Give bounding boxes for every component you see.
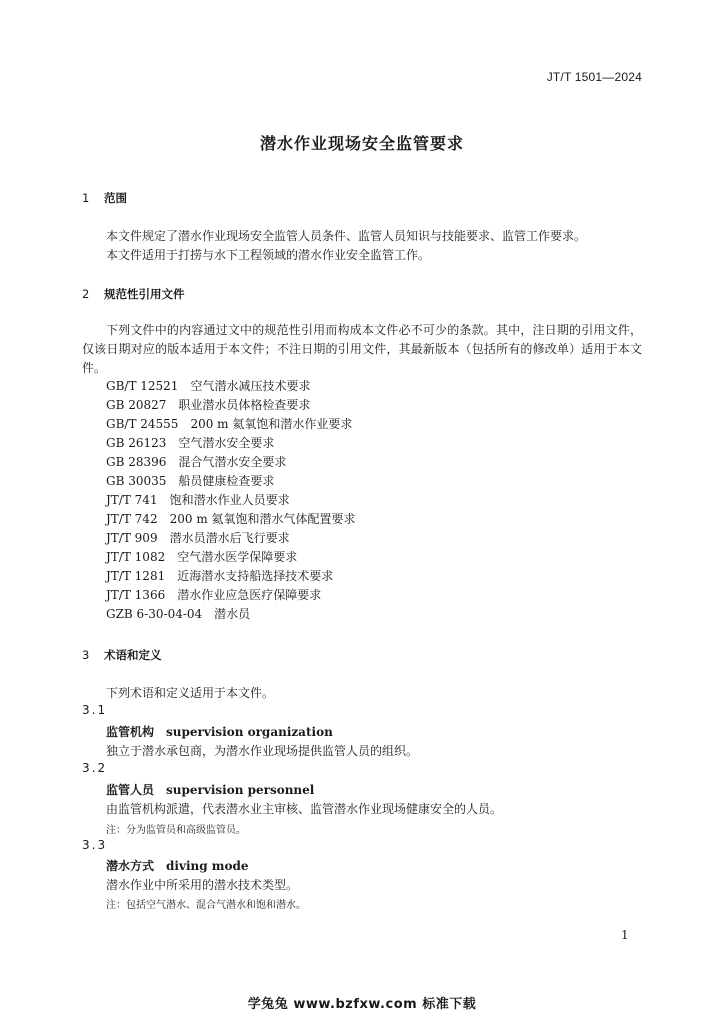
reference-title: 潜水员潜水后飞行要求 bbox=[169, 531, 290, 545]
reference-code: GZB 6-30-04-04 bbox=[106, 607, 203, 621]
reference-title: 空气潜水安全要求 bbox=[178, 436, 275, 450]
term-en: diving mode bbox=[166, 859, 249, 873]
reference-item bbox=[106, 396, 310, 413]
reference-code: JT/T 909 bbox=[106, 531, 158, 545]
scope-paragraph-1: 本文件规定了潜水作业现场安全监管人员条件、监管人员知识与技能要求、监管工作要求。 bbox=[106, 229, 587, 243]
reference-item bbox=[106, 586, 321, 603]
term-number: 3.3 bbox=[82, 838, 108, 852]
section-number: 1 bbox=[82, 191, 90, 205]
section-1-heading bbox=[82, 190, 127, 206]
reference-item bbox=[106, 548, 297, 565]
section-3-heading bbox=[82, 647, 162, 663]
reference-title: 200 m 氦氧饱和潜水作业要求 bbox=[190, 417, 353, 431]
reference-item bbox=[106, 472, 274, 489]
reference-title: 200 m 氦氧饱和潜水气体配置要求 bbox=[169, 512, 356, 526]
references-intro: 下列文件中的内容通过文中的规范性引用而构成本文件必不可少的条款。其中，注日期的引用文件，仅该日期对应的版本适用于本文件；不注日期的引用文件，其最新版本（包括所有的修改单）适用于本文件。 bbox=[82, 323, 642, 375]
term-number: 3.1 bbox=[82, 703, 108, 717]
reference-item bbox=[106, 529, 290, 546]
reference-title: 空气潜水医学保障要求 bbox=[177, 550, 298, 564]
scope-paragraph-2: 本文件适用于打捞与水下工程领域的潜水作业安全监管工作。 bbox=[106, 248, 431, 262]
term-en: supervision organization bbox=[166, 725, 333, 739]
term-heading bbox=[106, 781, 314, 798]
reference-title: 潜水作业应急医疗保障要求 bbox=[177, 588, 322, 602]
reference-item bbox=[106, 434, 274, 451]
reference-code: GB 20827 bbox=[106, 398, 167, 412]
reference-title: 混合气潜水安全要求 bbox=[178, 455, 287, 469]
reference-code: GB 26123 bbox=[106, 436, 167, 450]
document-title: 潜水作业现场安全监管要求 bbox=[259, 134, 464, 153]
section-title: 术语和定义 bbox=[104, 648, 162, 662]
term-definition: 独立于潜水承包商，为潜水作业现场提供监管人员的组织。 bbox=[106, 744, 419, 758]
term-definition: 由监管机构派遣，代表潜水业主审核、监管潜水作业现场健康安全的人员。 bbox=[106, 802, 503, 816]
term-cn: 监管机构 bbox=[106, 725, 155, 739]
section-number: 2 bbox=[82, 287, 90, 301]
term-note: 注：包括空气潜水、混合气潜水和饱和潜水。 bbox=[106, 900, 306, 911]
section-title: 范围 bbox=[104, 191, 127, 205]
reference-item bbox=[106, 491, 290, 508]
term-definition: 潜水作业中所采用的潜水技术类型。 bbox=[106, 878, 299, 892]
term-number: 3.2 bbox=[82, 761, 108, 775]
reference-item bbox=[106, 453, 286, 470]
reference-item bbox=[106, 377, 310, 394]
term-heading bbox=[106, 723, 333, 740]
reference-code: JT/T 1082 bbox=[106, 550, 166, 564]
reference-code: GB/T 12521 bbox=[106, 379, 179, 393]
reference-code: GB 28396 bbox=[106, 455, 167, 469]
reference-item bbox=[106, 415, 352, 432]
reference-title: 船员健康检查要求 bbox=[178, 474, 275, 488]
section-number: 3 bbox=[82, 648, 90, 662]
page-number: 1 bbox=[621, 928, 629, 942]
reference-code: JT/T 1281 bbox=[106, 569, 166, 583]
standard-code: JT/T 1501—2024 bbox=[546, 70, 642, 84]
term-cn: 监管人员 bbox=[106, 783, 155, 797]
reference-title: 职业潜水员体格检查要求 bbox=[178, 398, 311, 412]
reference-code: GB 30035 bbox=[106, 474, 167, 488]
reference-item bbox=[106, 605, 250, 622]
term-note: 注：分为监管员和高级监管员。 bbox=[106, 825, 246, 836]
watermark-footer: 学兔兔 www.bzfxw.com 标准下载 bbox=[247, 997, 477, 1012]
reference-code: JT/T 1366 bbox=[106, 588, 166, 602]
reference-title: 饱和潜水作业人员要求 bbox=[169, 493, 290, 507]
term-heading bbox=[106, 857, 249, 874]
reference-item bbox=[106, 567, 333, 584]
terms-intro: 下列术语和定义适用于本文件。 bbox=[106, 686, 275, 700]
reference-item bbox=[106, 510, 356, 527]
reference-title: 潜水员 bbox=[214, 607, 251, 621]
reference-title: 空气潜水减压技术要求 bbox=[190, 379, 311, 393]
reference-code: JT/T 741 bbox=[106, 493, 158, 507]
reference-code: GB/T 24555 bbox=[106, 417, 179, 431]
section-2-heading bbox=[82, 286, 185, 302]
reference-title: 近海潜水支持船选择技术要求 bbox=[177, 569, 334, 583]
term-en: supervision personnel bbox=[166, 783, 315, 797]
term-cn: 潜水方式 bbox=[106, 859, 155, 873]
reference-code: JT/T 742 bbox=[106, 512, 158, 526]
section-title: 规范性引用文件 bbox=[104, 287, 185, 301]
